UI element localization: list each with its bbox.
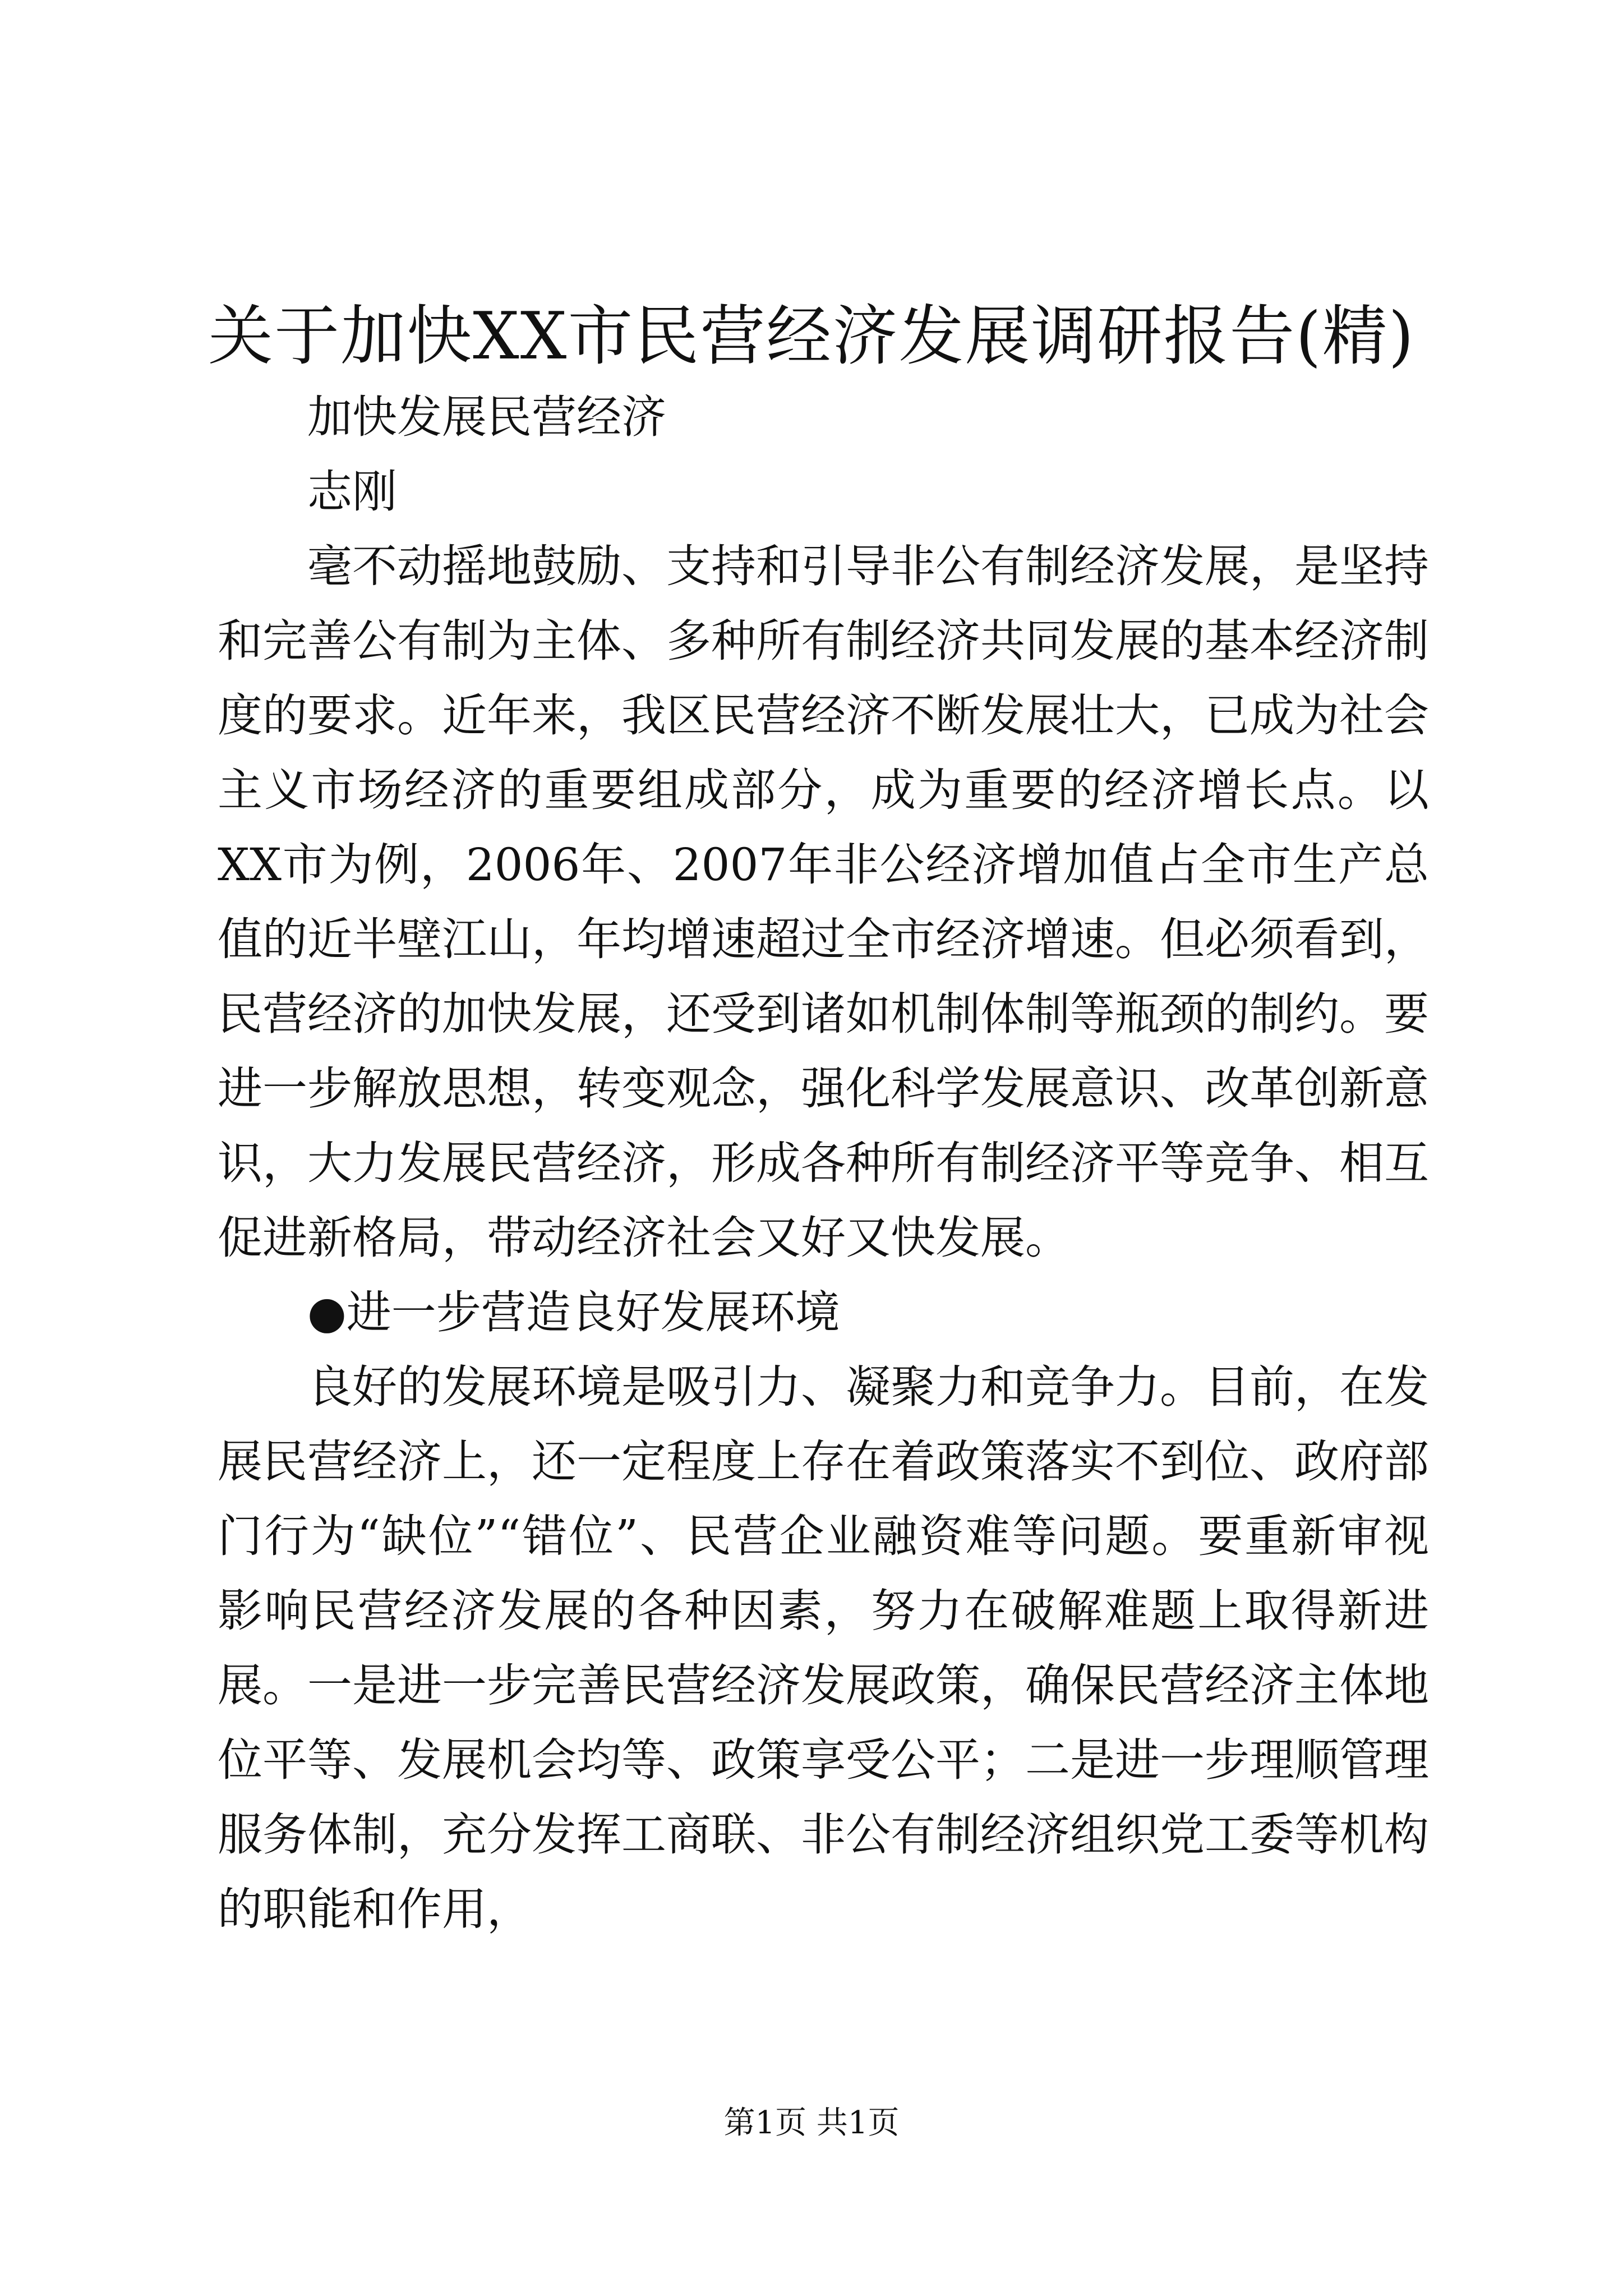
section-heading: ●进一步营造良好发展环境	[307, 1286, 840, 1338]
author: 志刚	[307, 466, 397, 518]
document-body	[218, 380, 1429, 1947]
page-footer: 第1页 共1页	[723, 2105, 900, 2141]
paragraph: 良好的发展环境是吸引力、凝聚力和竞争力。目前，在发展民营经济上，还一定程度上存在着政策落实不到位、政府部门行为“缺位”“错位”、民营企业融资难等问题。要重新审视影响民营经济发展的各种因素，努力在破解难题上取得新进展。一是进一步完善民营经济发展政策，确保民营经济主体地位平等、发展机会均等、政策享受公平；二是进一步理顺管理服务体制，充分发挥工商联、非公有制经济组织党工委等机构的职能和作用，	[218, 1361, 1429, 1935]
subtitle: 加快发展民营经济	[307, 391, 666, 443]
paragraph: 毫不动摇地鼓励、支持和引导非公有制经济发展，是坚持和完善公有制为主体、多种所有制经济共同发展的基本经济制度的要求。近年来，我区民营经济不断发展壮大，已成为社会主义市场经济的重要组成部分，成为重要的经济增长点。以XX市为例，2006年、2007年非公经济增加值占全市生产总值的近半壁江山，年均增速超过全市经济增速。但必须看到，民营经济的加快发展，还受到诸如机制体制等瓶颈的制约。要进一步解放思想，转变观念，强化科学发展意识、改革创新意识，大力发展民营经济，形成各种所有制经济平等竞争、相互促进新格局，带动经济社会又好又快发展。	[218, 540, 1429, 1264]
document-title: 关于加快XX市民营经济发展调研报告(精)	[208, 298, 1415, 374]
